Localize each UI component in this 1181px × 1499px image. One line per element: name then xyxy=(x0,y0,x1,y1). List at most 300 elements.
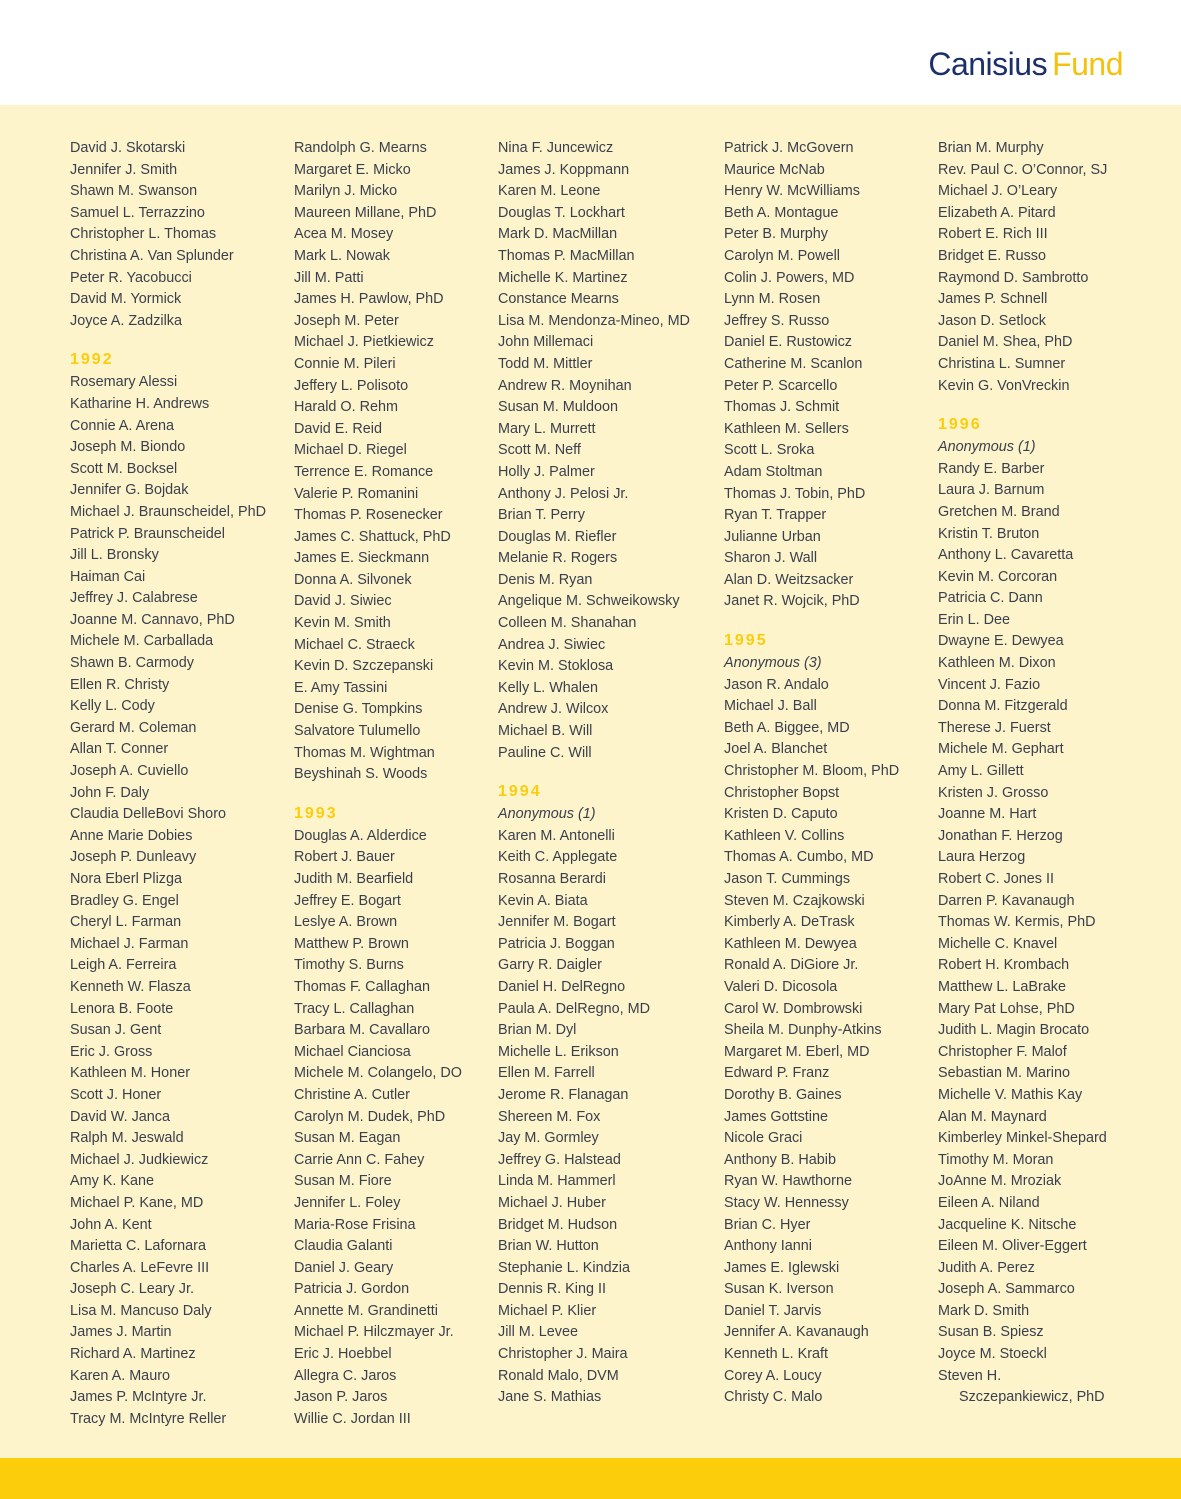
donor-name: Eric J. Gross xyxy=(70,1043,153,1060)
donor-name: Connie M. Pileri xyxy=(294,355,396,372)
donor-column-4 xyxy=(724,138,899,1409)
donor-column-3 xyxy=(498,138,690,1409)
donor-name: Elizabeth A. Pitard xyxy=(938,204,1056,221)
donor-name: James Gottstine xyxy=(724,1108,828,1125)
donor-name: James H. Pawlow, PhD xyxy=(294,291,444,308)
donor-name: Ronald A. DiGiore Jr. xyxy=(724,957,859,974)
donor-name: Christopher M. Bloom, PhD xyxy=(724,763,900,780)
donor-name: Jeffery L. Polisoto xyxy=(294,377,409,394)
donor-name: Haiman Cai xyxy=(70,568,146,585)
donor-name: Scott M. Neff xyxy=(498,442,581,459)
donor-name: Karen M. Leone xyxy=(498,183,601,200)
donor-name: Kevin M. Smith xyxy=(294,615,391,632)
donor-name: Nina F. Juncewicz xyxy=(498,140,614,156)
donor-name: Joseph C. Leary Jr. xyxy=(70,1281,194,1298)
donor-name: Brian T. Perry xyxy=(498,507,585,524)
donor-name: Tracy M. McIntyre Reller xyxy=(70,1410,227,1427)
donor-name: Ellen R. Christy xyxy=(70,676,170,693)
donor-name: Paula A. DelRegno, MD xyxy=(498,1000,650,1017)
donor-name: Thomas F. Callaghan xyxy=(294,978,430,995)
class-year-heading: 1992 xyxy=(70,351,114,369)
donor-name: James C. Shattuck, PhD xyxy=(294,528,451,545)
donor-name: Melanie R. Rogers xyxy=(498,550,618,567)
donor-name: Michael J. Huber xyxy=(498,1194,606,1211)
donor-name: Joseph P. Dunleavy xyxy=(70,849,197,866)
donor-name: Alan D. Weitzsacker xyxy=(724,571,854,588)
donor-name: Robert J. Bauer xyxy=(294,849,395,866)
donor-name: Joseph A. Cuviello xyxy=(70,763,189,780)
donor-name: Mark D. MacMillan xyxy=(498,226,618,243)
donor-name: Michelle L. Erikson xyxy=(498,1043,619,1060)
donor-name: Shawn M. Swanson xyxy=(70,183,198,200)
donor-name: Allegra C. Jaros xyxy=(294,1367,397,1384)
donor-name: Scott L. Sroka xyxy=(724,442,815,459)
donor-name: Harald O. Rehm xyxy=(294,399,398,416)
donor-name: Leslye A. Brown xyxy=(294,914,398,931)
donor-name: Eileen A. Niland xyxy=(938,1194,1040,1211)
donor-name: David E. Reid xyxy=(294,420,382,437)
donor-column-2 xyxy=(294,138,462,1430)
donor-name: Catherine M. Scanlon xyxy=(724,355,863,372)
donor-name: Pauline C. Will xyxy=(498,744,592,761)
donor-name: Christine A. Cutler xyxy=(294,1086,410,1103)
donor-name: Anthony Ianni xyxy=(724,1238,813,1255)
donor-name: Jeffrey E. Bogart xyxy=(294,892,401,909)
donor-name: Jeffrey J. Calabrese xyxy=(70,590,198,607)
donor-name: Robert H. Krombach xyxy=(938,957,1070,974)
donor-name: David W. Janca xyxy=(70,1108,170,1125)
class-year-heading: 1995 xyxy=(724,632,768,650)
donor-name: Peter P. Scarcello xyxy=(724,377,838,394)
donor-name: Sheila M. Dunphy-Atkins xyxy=(724,1022,882,1039)
donor-name: Maurice McNab xyxy=(724,161,825,178)
donor-name: Thomas M. Wightman xyxy=(294,744,435,761)
donor-name: Acea M. Mosey xyxy=(294,226,394,243)
donor-name: E. Amy Tassini xyxy=(294,679,388,696)
donor-name: Michael J. Braunscheidel, PhD xyxy=(70,503,266,520)
donor-name: Christina L. Sumner xyxy=(938,355,1066,372)
donor-name: Edward P. Franz xyxy=(724,1065,830,1082)
donor-name: Raymond D. Sambrotto xyxy=(938,269,1089,286)
donor-name: Colin J. Powers, MD xyxy=(724,269,855,286)
donor-name: Michael Cianciosa xyxy=(294,1043,411,1060)
donor-name: Christy C. Malo xyxy=(724,1389,823,1406)
donor-name: Carrie Ann C. Fahey xyxy=(294,1151,425,1168)
donor-name: Michelle C. Knavel xyxy=(938,935,1058,952)
donor-name: Kelly L. Cody xyxy=(70,698,155,715)
donor-name: Jennifer J. Smith xyxy=(70,161,178,178)
donor-name: Patricia J. Gordon xyxy=(294,1281,410,1298)
donor-name: Michael J. Farman xyxy=(70,935,189,952)
donor-name: Terrence E. Romance xyxy=(294,463,434,480)
donor-name: Margaret E. Micko xyxy=(294,161,411,178)
donor-name: Laura Herzog xyxy=(938,849,1026,866)
donor-column-5 xyxy=(938,138,1107,1409)
donor-name: Marietta C. Lafornara xyxy=(70,1238,206,1255)
donor-name: Anthony J. Pelosi Jr. xyxy=(498,485,629,502)
donor-name: Susan B. Spiesz xyxy=(938,1324,1044,1341)
donor-name: Cheryl L. Farman xyxy=(70,914,182,931)
donor-name: Ralph M. Jeswald xyxy=(70,1130,184,1147)
donor-name: Randolph G. Mearns xyxy=(294,140,427,156)
donor-name: Michael J. Pietkiewicz xyxy=(294,334,434,351)
donor-name: Joyce A. Zadzilka xyxy=(70,312,182,329)
donor-name: James E. Iglewski xyxy=(724,1259,840,1276)
donor-list-area xyxy=(0,105,1181,1458)
donor-name: Todd M. Mittler xyxy=(498,355,593,372)
donor-name: Bridget M. Hudson xyxy=(498,1216,618,1233)
donor-name: James P. McIntyre Jr. xyxy=(70,1389,207,1406)
donor-name: Jane S. Mathias xyxy=(498,1389,602,1406)
donor-name: Scott M. Bocksel xyxy=(70,460,178,477)
donor-name: Denis M. Ryan xyxy=(498,571,593,588)
class-year-heading: 1994 xyxy=(498,783,542,801)
donor-name: Joanne M. Hart xyxy=(938,806,1037,823)
donor-name: Michael P. Hilczmayer Jr. xyxy=(294,1324,454,1341)
footer-bar xyxy=(0,1458,1181,1499)
donor-name: Ryan W. Hawthorne xyxy=(724,1173,852,1190)
donor-name: Jason R. Andalo xyxy=(724,676,829,693)
donor-name: Eileen M. Oliver-Eggert xyxy=(938,1238,1087,1255)
donor-name: Thomas W. Kermis, PhD xyxy=(938,914,1096,931)
donor-name: Michele M. Gephart xyxy=(938,741,1064,758)
donor-name: Sebastian M. Marino xyxy=(938,1065,1070,1082)
donor-name: Steven H. xyxy=(938,1367,1002,1384)
donor-name: Peter B. Murphy xyxy=(724,226,828,243)
donor-name: Samuel L. Terrazzino xyxy=(70,204,205,221)
donor-name: Allan T. Conner xyxy=(70,741,169,758)
anonymous-donors: Anonymous (1) xyxy=(498,806,596,823)
donor-name: Michele M. Carballada xyxy=(70,633,214,650)
donor-name: Beth A. Montague xyxy=(724,204,839,221)
donor-name: Claudia Galanti xyxy=(294,1238,393,1255)
donor-name: Douglas A. Alderdice xyxy=(294,827,427,844)
donor-name: Colleen M. Shanahan xyxy=(498,615,637,632)
donor-name: David M. Yormick xyxy=(70,291,182,308)
donor-name: Robert C. Jones II xyxy=(938,871,1054,887)
donor-name: Joseph A. Sammarco xyxy=(938,1281,1075,1298)
donor-name: Jeffrey S. Russo xyxy=(724,312,830,329)
donor-name: Daniel E. Rustowicz xyxy=(724,334,852,351)
donor-name: Anthony L. Cavaretta xyxy=(938,547,1074,564)
donor-name: Rosanna Berardi xyxy=(498,871,606,887)
donor-name: Timothy M. Moran xyxy=(938,1151,1054,1168)
donor-name: Corey A. Loucy xyxy=(724,1367,822,1384)
donor-name: Donna M. Fitzgerald xyxy=(938,698,1068,715)
donor-name: Kevin D. Szczepanski xyxy=(294,658,434,675)
donor-name: Kathleen M. Dixon xyxy=(938,655,1056,672)
donor-name: Bradley G. Engel xyxy=(70,892,179,909)
donor-name: Shawn B. Carmody xyxy=(70,655,194,672)
donor-name: Beyshinah S. Woods xyxy=(294,766,428,783)
anonymous-donors: Anonymous (3) xyxy=(724,655,822,672)
donor-name: Matthew L. LaBrake xyxy=(938,978,1066,995)
donor-name: John A. Kent xyxy=(70,1216,152,1233)
donor-name: Jennifer M. Bogart xyxy=(498,914,616,931)
donor-name: Therese J. Fuerst xyxy=(938,719,1051,736)
donor-name: Shereen M. Fox xyxy=(498,1108,601,1125)
donor-name: Jay M. Gormley xyxy=(498,1130,599,1147)
donor-name: Michelle K. Martinez xyxy=(498,269,628,286)
donor-name: Lenora B. Foote xyxy=(70,1000,174,1017)
donor-name: Valerie P. Romanini xyxy=(294,485,419,502)
donor-name: Kevin M. Corcoran xyxy=(938,568,1058,585)
donor-name: Kevin A. Biata xyxy=(498,892,588,909)
donor-name: Julianne Urban xyxy=(724,528,821,545)
donor-name: Gerard M. Coleman xyxy=(70,719,197,736)
donor-name: David J. Siwiec xyxy=(294,593,392,610)
donor-name: Brian W. Hutton xyxy=(498,1238,599,1255)
donor-name: Janet R. Wojcik, PhD xyxy=(724,593,860,610)
donor-name: Daniel M. Shea, PhD xyxy=(938,334,1073,351)
donor-name: Willie C. Jordan III xyxy=(294,1410,411,1427)
donor-name: Anthony B. Habib xyxy=(724,1151,836,1168)
donor-name: Amy K. Kane xyxy=(70,1173,154,1190)
donor-name: Nora Eberl Plizga xyxy=(70,871,182,887)
donor-name: Szczepankiewicz, PhD xyxy=(959,1389,1105,1406)
donor-name: Judith A. Perez xyxy=(938,1259,1035,1276)
donor-name: Darren P. Kavanaugh xyxy=(938,892,1075,909)
donor-name: Joanne M. Cannavo, PhD xyxy=(70,611,235,628)
donor-name: Michelle V. Mathis Kay xyxy=(938,1086,1083,1103)
donor-name: Timothy S. Burns xyxy=(294,957,404,974)
donor-name: Donna A. Silvonek xyxy=(294,571,412,588)
donor-name: Ronald Malo, DVM xyxy=(498,1367,619,1384)
donor-name: Jill M. Levee xyxy=(498,1324,578,1341)
donor-name: Barbara M. Cavallaro xyxy=(294,1022,430,1039)
donor-name: Kimberley Minkel-Shepard xyxy=(938,1130,1107,1147)
donor-name: Dorothy B. Gaines xyxy=(724,1086,842,1103)
donor-name: Lisa M. Mendonza-Mineo, MD xyxy=(498,312,690,329)
donor-name: Henry W. McWilliams xyxy=(724,183,860,200)
donor-name: Connie A. Arena xyxy=(70,417,175,434)
donor-name: Susan M. Muldoon xyxy=(498,399,618,416)
donor-name: Daniel J. Geary xyxy=(294,1259,394,1276)
donor-name: Angelique M. Schweikowsky xyxy=(498,593,680,610)
donor-name: Daniel H. DelRegno xyxy=(498,978,626,995)
donor-name: Eric J. Hoebbel xyxy=(294,1346,392,1363)
donor-name: Kelly L. Whalen xyxy=(498,679,598,696)
donor-name: Susan M. Fiore xyxy=(294,1173,392,1190)
donor-name: Kimberly A. DeTrask xyxy=(724,914,855,931)
donor-name: Adam Stoltman xyxy=(724,463,823,480)
donor-name: Brian M. Dyl xyxy=(498,1022,577,1039)
donor-name: Susan J. Gent xyxy=(70,1022,162,1039)
donor-name: Thomas A. Cumbo, MD xyxy=(724,849,874,866)
donor-name: David J. Skotarski xyxy=(70,140,186,156)
donor-name: Matthew P. Brown xyxy=(294,935,409,952)
donor-name: Keith C. Applegate xyxy=(498,849,618,866)
donor-name: Brian C. Hyer xyxy=(724,1216,811,1233)
donor-name: Andrew R. Moynihan xyxy=(498,377,632,394)
donor-name: Joel A. Blanchet xyxy=(724,741,828,758)
donor-name: Christopher F. Malof xyxy=(938,1043,1067,1060)
donor-name: Kathleen V. Collins xyxy=(724,827,845,844)
donor-name: Douglas T. Lockhart xyxy=(498,204,625,221)
donor-name: JoAnne M. Mroziak xyxy=(938,1173,1062,1190)
donor-name: Ryan T. Trapper xyxy=(724,507,827,524)
logo-word-canisius: Canisius xyxy=(928,46,1048,82)
donor-name: Kenneth W. Flasza xyxy=(70,978,191,995)
donor-name: Mark D. Smith xyxy=(938,1302,1030,1319)
donor-column-1 xyxy=(70,138,266,1430)
donor-name: Jason P. Jaros xyxy=(294,1389,388,1406)
donor-name: Denise G. Tompkins xyxy=(294,701,423,718)
donor-name: Linda M. Hammerl xyxy=(498,1173,616,1190)
donor-name: Christopher J. Maira xyxy=(498,1346,628,1363)
donor-name: Salvatore Tulumello xyxy=(294,723,421,740)
donor-name: Judith L. Magin Brocato xyxy=(938,1022,1090,1039)
donor-name: Michael B. Will xyxy=(498,723,593,740)
donor-name: Michael J. Judkiewicz xyxy=(70,1151,209,1168)
donor-name: Michael P. Klier xyxy=(498,1302,597,1319)
donor-name: Kathleen M. Sellers xyxy=(724,420,849,437)
donor-name: Mary Pat Lohse, PhD xyxy=(938,1000,1075,1017)
donor-name: Michele M. Colangelo, DO xyxy=(294,1065,462,1082)
donor-name: Stephanie L. Kindzia xyxy=(498,1259,631,1276)
donor-name: Gretchen M. Brand xyxy=(938,503,1060,520)
donor-name: Patrick P. Braunscheidel xyxy=(70,525,225,542)
donor-name: Charles A. LeFevre III xyxy=(70,1259,210,1276)
donor-name: Kristen D. Caputo xyxy=(724,806,838,823)
donor-name: Jason T. Cummings xyxy=(724,871,851,887)
donor-name: Jennifer A. Kavanaugh xyxy=(724,1324,869,1341)
donor-name: Valeri D. Dicosola xyxy=(724,978,838,995)
donor-name: Andrea J. Siwiec xyxy=(498,636,606,653)
donor-name: Kristin T. Bruton xyxy=(938,525,1040,542)
donor-name: Kathleen M. Dewyea xyxy=(724,935,857,952)
donor-name: James E. Sieckmann xyxy=(294,550,430,567)
donor-name: Bridget E. Russo xyxy=(938,247,1046,264)
donor-name: Nicole Graci xyxy=(724,1130,803,1147)
donor-name: Carolyn M. Dudek, PhD xyxy=(294,1108,446,1125)
donor-name: Jennifer L. Foley xyxy=(294,1194,401,1211)
donor-name: Mark L. Nowak xyxy=(294,247,390,264)
donor-name: Judith M. Bearfield xyxy=(294,871,414,887)
donor-name: Thomas P. Rosenecker xyxy=(294,507,443,524)
donor-name: Michael C. Straeck xyxy=(294,636,415,653)
donor-name: Dwayne E. Dewyea xyxy=(938,633,1064,650)
logo-word-fund: Fund xyxy=(1052,46,1123,82)
donor-name: Kristen J. Grosso xyxy=(938,784,1049,801)
donor-name: Alan M. Maynard xyxy=(938,1108,1047,1125)
donor-name: Carol W. Dombrowski xyxy=(724,1000,863,1017)
donor-name: Dennis R. King II xyxy=(498,1281,606,1298)
donor-name: Richard A. Martinez xyxy=(70,1346,196,1363)
donor-name: Beth A. Biggee, MD xyxy=(724,719,850,736)
donor-name: Andrew J. Wilcox xyxy=(498,701,609,718)
donor-name: Jacqueline K. Nitsche xyxy=(938,1216,1077,1233)
donor-name: Jonathan F. Herzog xyxy=(938,827,1063,844)
donor-name: Marilyn J. Micko xyxy=(294,183,398,200)
donor-name: Amy L. Gillett xyxy=(938,763,1024,780)
donor-name: Joseph M. Biondo xyxy=(70,439,186,456)
donor-name: Lynn M. Rosen xyxy=(724,291,821,308)
donor-name: Holly J. Palmer xyxy=(498,463,595,480)
donor-name: Kathleen M. Honer xyxy=(70,1065,190,1082)
donor-name: Margaret M. Eberl, MD xyxy=(724,1043,870,1060)
donor-name: Leigh A. Ferreira xyxy=(70,957,177,974)
donor-name: Joseph M. Peter xyxy=(294,312,399,329)
donor-name: Anne Marie Dobies xyxy=(70,827,193,844)
donor-name: Constance Mearns xyxy=(498,291,619,308)
donor-name: Kevin M. Stoklosa xyxy=(498,658,614,675)
page-header xyxy=(0,0,1181,105)
donor-name: Robert E. Rich III xyxy=(938,226,1048,243)
donor-name: Erin L. Dee xyxy=(938,611,1010,628)
donor-name: Jill L. Bronsky xyxy=(70,547,159,564)
class-year-heading: 1993 xyxy=(294,804,338,822)
donor-name: Kenneth L. Kraft xyxy=(724,1346,829,1363)
donor-name: Jason D. Setlock xyxy=(938,312,1046,329)
donor-name: Thomas J. Schmit xyxy=(724,399,840,416)
anonymous-donors: Anonymous (1) xyxy=(938,439,1036,456)
donor-name: Mary L. Murrett xyxy=(498,420,596,437)
donor-name: Maureen Millane, PhD xyxy=(294,204,437,221)
donor-name: John Millemaci xyxy=(498,334,594,351)
donor-name: Annette M. Grandinetti xyxy=(294,1302,438,1319)
donor-name: Douglas M. Riefler xyxy=(498,528,617,545)
donor-name: Patricia C. Dann xyxy=(938,590,1043,607)
donor-name: Christina A. Van Splunder xyxy=(70,247,234,264)
donor-name: James J. Koppmann xyxy=(498,161,630,178)
donor-name: Laura J. Barnum xyxy=(938,482,1045,499)
canisius-fund-logo xyxy=(928,44,1123,84)
donor-name: Daniel T. Jarvis xyxy=(724,1302,822,1319)
donor-name: Rev. Paul C. O’Connor, SJ xyxy=(938,161,1108,178)
donor-name: Karen M. Antonelli xyxy=(498,827,615,844)
donor-name: Rosemary Alessi xyxy=(70,374,178,391)
donor-name: Jennifer G. Bojdak xyxy=(70,482,189,499)
donor-name: Karen A. Mauro xyxy=(70,1367,170,1384)
donor-name: Maria-Rose Frisina xyxy=(294,1216,416,1233)
donor-name: Patrick J. McGovern xyxy=(724,140,854,156)
donor-name: Michael J. O’Leary xyxy=(938,183,1058,200)
donor-name: Jeffrey G. Halstead xyxy=(498,1151,621,1168)
donor-name: Ellen M. Farrell xyxy=(498,1065,595,1082)
donor-name: Katharine H. Andrews xyxy=(70,395,210,412)
donor-name: James P. Schnell xyxy=(938,291,1048,308)
donor-name: Steven M. Czajkowski xyxy=(724,892,865,909)
donor-name: Vincent J. Fazio xyxy=(938,676,1041,693)
donor-name: Carolyn M. Powell xyxy=(724,247,840,264)
donor-name: Thomas P. MacMillan xyxy=(498,247,635,264)
donor-name: Tracy L. Callaghan xyxy=(294,1000,415,1017)
donor-name: Christopher L. Thomas xyxy=(70,226,217,243)
donor-name: Lisa M. Mancuso Daly xyxy=(70,1302,212,1319)
donor-name: Joyce M. Stoeckl xyxy=(938,1346,1047,1363)
donor-name: Michael P. Kane, MD xyxy=(70,1194,204,1211)
donor-name: Susan K. Iverson xyxy=(724,1281,834,1298)
donor-name: Randy E. Barber xyxy=(938,460,1045,477)
donor-name: Kevin G. VonVreckin xyxy=(938,377,1070,394)
donor-name: Garry R. Daigler xyxy=(498,957,602,974)
donor-name: Stacy W. Hennessy xyxy=(724,1194,849,1211)
donor-name: Brian M. Murphy xyxy=(938,140,1044,156)
donor-name: Thomas J. Tobin, PhD xyxy=(724,485,866,502)
donor-name: Michael J. Ball xyxy=(724,698,817,715)
class-year-heading: 1996 xyxy=(938,416,982,434)
donor-name: Jill M. Patti xyxy=(294,269,364,286)
donor-name: Peter R. Yacobucci xyxy=(70,269,192,286)
donor-name: Patricia J. Boggan xyxy=(498,935,615,952)
donor-name: Scott J. Honer xyxy=(70,1086,162,1103)
donor-name: Christopher Bopst xyxy=(724,784,840,801)
donor-name: Claudia DelleBovi Shoro xyxy=(70,806,226,823)
donor-name: Jerome R. Flanagan xyxy=(498,1086,629,1103)
donor-name: Sharon J. Wall xyxy=(724,550,818,567)
donor-name: John F. Daly xyxy=(70,784,150,801)
